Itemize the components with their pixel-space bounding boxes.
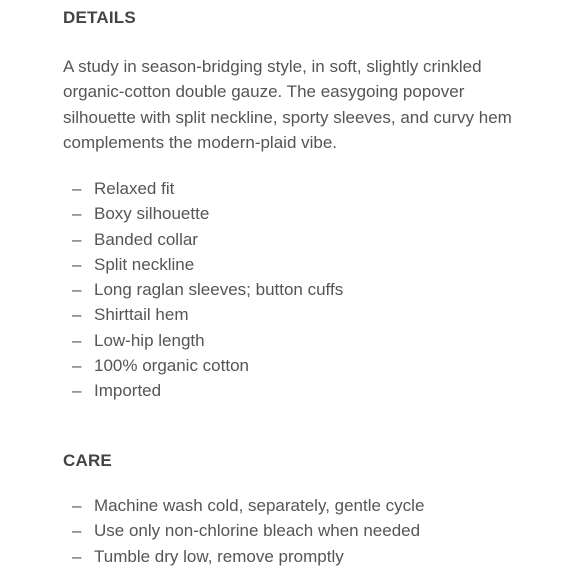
list-item [72,547,424,572]
dash-icon: – [72,330,82,350]
list-item [72,496,424,521]
dash-icon: – [72,356,82,376]
list-item-text: Low-hip length [94,330,205,350]
list-item-text: Long raglan sleeves; button cuffs [94,280,344,300]
care-list [72,496,424,572]
dash-icon: – [72,280,82,300]
list-item-text: Split neckline [94,254,195,274]
dash-icon: – [72,521,82,541]
list-item-text: Imported [94,381,162,401]
list-item-text: Shirttail hem [94,305,189,325]
list-item [72,331,343,356]
list-item [72,356,343,381]
dash-icon: – [72,546,82,566]
dash-icon: – [72,381,82,401]
details-heading: DETAILS [63,8,136,27]
list-item-text: Relaxed fit [94,179,175,198]
list-item-text: Use only non-chlorine bleach when needed [94,521,421,541]
list-item [72,179,343,204]
dash-icon: – [72,254,82,274]
dash-icon: – [72,204,82,224]
dash-icon: – [72,229,82,249]
details-list [72,179,343,407]
list-item [72,230,343,255]
list-item [72,305,343,330]
list-item-text: Machine wash cold, separately, gentle cycle [94,496,425,515]
list-item [72,255,343,280]
list-item [72,204,343,229]
dash-icon: – [72,179,82,198]
care-heading: CARE [63,451,112,470]
list-item-text: Boxy silhouette [94,204,210,224]
list-item [72,280,343,305]
dash-icon: – [72,496,82,515]
list-item-text: Tumble dry low, remove promptly [94,546,344,566]
list-item [72,381,343,406]
list-item [72,521,424,546]
list-item-text: 100% organic cotton [94,356,249,376]
dash-icon: – [72,305,82,325]
list-item-text: Banded collar [94,229,198,249]
product-description: A study in season-bridging style, in soft, slightly crinkled organic-cotton double gauze. The easygoing popover silhouette with split neckline, sporty sleeves, and curvy hem complements the modern-plaid vibe. [63,57,512,152]
